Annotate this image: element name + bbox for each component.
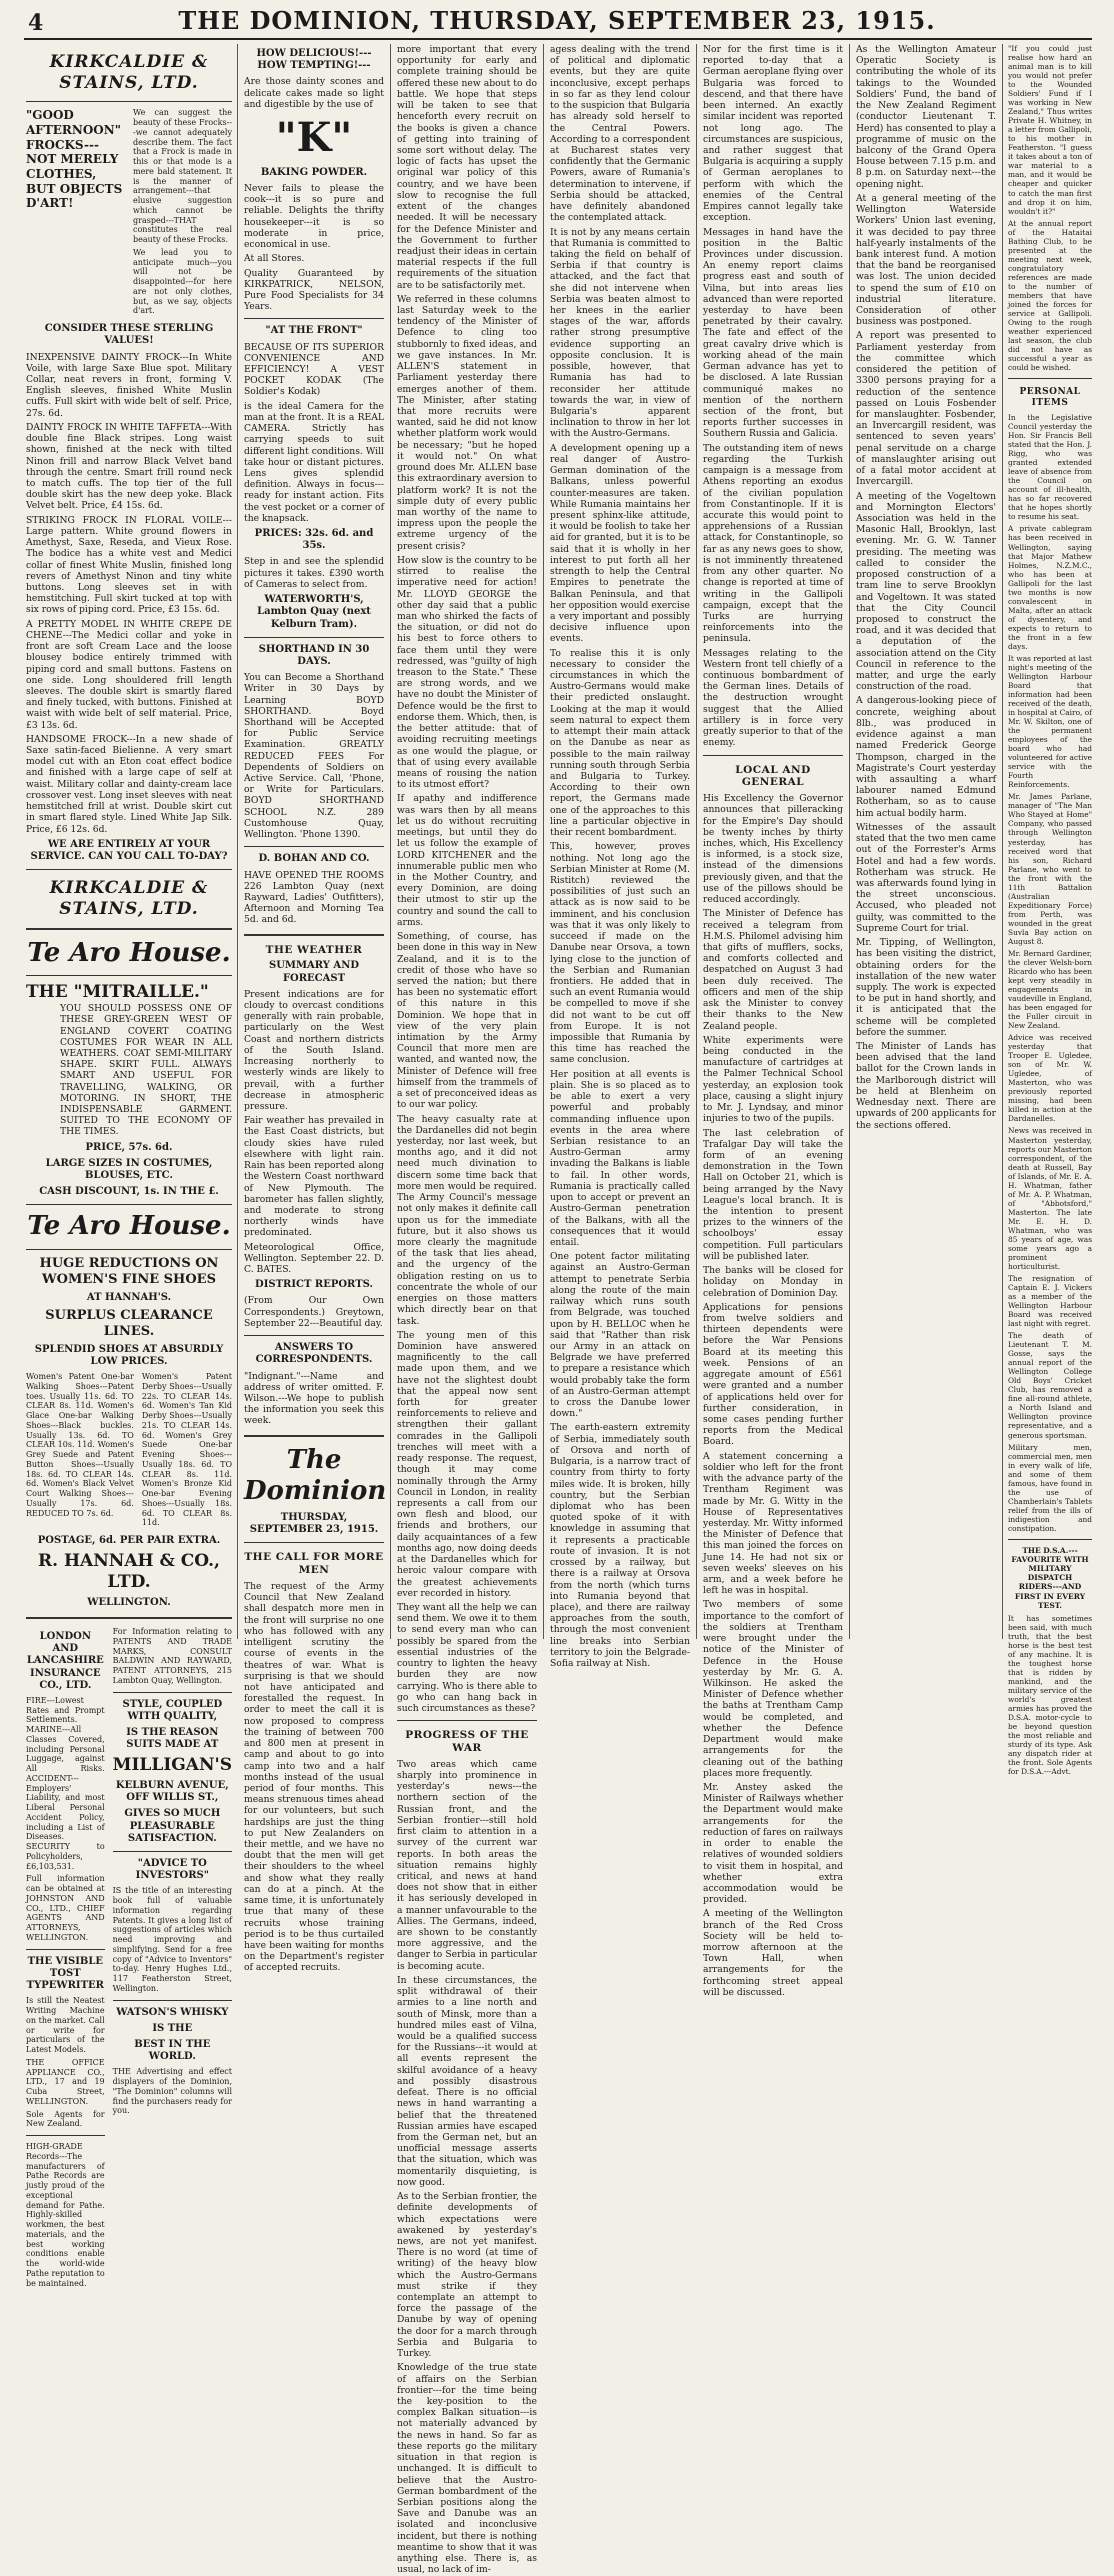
- article-paragraph: News was received in Masterton yesterday, reports our Masterton correspondent, of the death at Russell, Bay of Islands, of Mr. E. A. H. Whatman, father of Mr. A. P. Whatman, of "Abbotsford," Masterton. The late Mr. E. H. D. Whatman, who was 85 years of age, was some years ago a prominent horticulturist.: [1008, 1126, 1092, 1271]
- article-paragraph: A meeting of the Wellington branch of the Red Cross Society will be held to-morrow afternoon at the Town Hall, when arrangements for the forthcoming street appeal will be discussed.: [703, 1908, 843, 1998]
- frock-item: STRIKING FROCK IN FLORAL VOILE---Large pattern. White ground flowers in Amethyst, Saxe, Reseda, and Vieux Rose. The bodice has a white vest and Medici collar of finest White Muslin, finished long revers of Amethyst Ninon and tiny white buttons. Long sleeves set in with hemstitching. Full skirt tucked at top with six rows of piping cord. Price, £3 15s. 6d.: [26, 514, 232, 616]
- postage-line: POSTAGE, 6d. PER PAIR EXTRA.: [37, 1535, 221, 1547]
- article-paragraph: Messages in hand have the position in the Baltic Provinces under discussion. An enemy report claims progress east and south of Vilna, but into areas lies advanced than were reported yesterday to have been penetrated by their cavalry. The fate and effect of the great cavalry drive which is working ahead of the main German advance has yet to be disclosed. A late Russian communiqué makes no mention of the northern section of the front, but reports further successes in Southern Russia and Galicia.: [703, 226, 843, 440]
- article-paragraph: Mr. Tipping, of Wellington, has been visiting the district, obtaining orders for the installation of the new water supply. The work is expected to be put in hand shortly, and it is anticipated that the scheme will be completed before the summer.: [856, 937, 996, 1038]
- splendid-line: SPLENDID SHOES AT ABSURDLY LOW PRICES.: [34, 1343, 224, 1367]
- column-6: [856, 44, 996, 1639]
- bohan-heading: D. BOHAN AND CO.: [258, 853, 370, 865]
- article-paragraph: It has sometimes been said, with much truth, that the best horse is the best test of any machine. It is the toughest horse that is ridden by mankind, and the military service of the world's greatest armies has proved the D.S.A. motor-cycle to be beyond question the most reliable and sturdy of its type. Ask any dispatch rider at the front. Sole Agents for D.S.A.---Advt.: [1008, 1613, 1092, 1777]
- article-paragraph: It is not by any means certain that Rumania is committed to taking the field on behalf of Serbia if that country is attacked, and the fact that she did not intervene when Serbia was beaten almost to her knees in the earlier stages of the war, affords rather strong presumptive evidence supporting an opposite conclusion. It is possible, however, that Rumania has had to reconsider her attitude towards the war, in view of Bulgaria's apparent inclination to throw in her lot with the Austro-Germans.: [550, 226, 690, 440]
- typewriter-text: Is still the Neatest Writing Machine on the market. Call or write for particulars of the Latest Models.: [26, 1996, 105, 2055]
- article-paragraph: At the annual report of the Hataitai Bathing Club, to be presented at the meeting next week, congratulatory references are made to the number of members that have joined the forces for service at Gallipoli. Owing to the rough weather experienced last season, the club did not have as successful a year as could be wished.: [1008, 218, 1092, 373]
- front-heading: "AT THE FRONT": [265, 325, 363, 337]
- frocks-text-2: We lead you to anticipate much---you will not be disappointed---for here are not only clothes, but, as we say, objects d'art.: [133, 247, 232, 316]
- article-paragraph: As the Wellington Amateur Operatic Society is contributing the whole of its takings to the Wounded Soldiers' Fund, the band of the New Zealand Regiment (conductor Lieutenant T. Herd) has consented to play a programme of music on the balcony of the Grand Opera House between 7.15 p.m. and 8 p.m. on Saturday next---the opening night.: [856, 44, 996, 190]
- waterworths: WATERWORTH'S, Lambton Quay (next Kelburn Tram).: [257, 594, 371, 630]
- weather-text: Present indications are for cloudy to overcast conditions generally with rain probable, particularly on the West Coast and northern districts of the South Island. Increasing northerly to westerly winds are likely to prevail, with a further decrease in atmospheric pressure.: [244, 988, 384, 1112]
- article-paragraph: At a general meeting of the Wellington Waterside Workers' Union last evening, it was decided to pay three half-yearly instalments of the bank interest fund. A motion that the band be reorganised was lost. The union decided to spend the sum of £10 on industrial literature. Consideration of other business was postponed.: [856, 192, 996, 328]
- typewriter-agents: Sole Agents for New Zealand.: [26, 2109, 105, 2129]
- ad-brand-kirkcaldie: KIRKCALDIE & STAINS, LTD.: [49, 52, 209, 93]
- milligan-brand: MILLIGAN'S: [112, 1755, 232, 1776]
- page-number: 4: [28, 10, 44, 36]
- shoes-left: Women's Patent One-bar Walking Shoes---Patent toes. Usually 11s. 6d. TO CLEAR 8s. 11d. Women's Glace One-bar Walking Shoes---Black buckles. Usually 13s. 6d. TO CLEAR 10s. 11d. Women's Grey Suede and Patent Button Shoes---Usually 18s. 6d. TO CLEAR 14s. 6d. Women's Black Velvet Court Walking Shoes---Usually 17s. 6d. REDUCED TO 7s. 6d.: [26, 1372, 134, 1518]
- london-text: FIRE---Lowest Rates and Prompt Settlements. MARINE---All Classes Covered, including Personal Luggage, against All Risks. ACCIDENT---Employers' Liability, and most Liberal Personal Accident Policy, including a List of Diseases. SECURITY to Policyholders, £6,103,531.: [26, 1695, 105, 1871]
- k-mark: "K": [275, 114, 353, 162]
- masthead-rule: [24, 38, 1092, 40]
- front-text: is the ideal Camera for the man at the front. It is a REAL CAMERA. Strictly has carrying speeds to suit different light conditions. Will take hour or distant pictures. Lens gives splendid definition. Always in focus---ready for instant action. Fits the vest pocket or a corner of the knapsack.: [244, 400, 384, 524]
- service-line: WE ARE ENTIRELY AT YOUR SERVICE. CAN YOU CALL TO-DAY?: [30, 838, 228, 862]
- article-paragraph: In the Legislative Council yesterday the Hon. Sir Francis Bell stated that the Hon. J. Rigg, who was granted extended leave of absence from the Council on account of ill-health, has so far recovered that he hopes shortly to resume his seat.: [1008, 413, 1092, 522]
- weather-heading: THE WEATHER: [265, 943, 363, 956]
- article-paragraph: How slow is the country to be stirred to realise the imperative need for action! Mr. LLOYD GEORGE the other day said that a public man who shirked the facts of the situation, or did not do his best to force others to face them until they were redressed, was "guilty of high treason to the State." These are strong words, and we have no doubt the Minister of Defence would be the first to endorse them. Which, then, is the better attitude: that of avoiding recruiting meetings as one would the plague, or that of using every available means of rousing the nation to its utmost effort?: [397, 554, 537, 791]
- column-divider: [696, 44, 697, 1639]
- london-contact: Full information can be obtained at JOHNSTON AND CO., LTD., CHIEF AGENTS AND ATTORNEYS, WELLINGTON.: [26, 1874, 105, 1942]
- dsa-heading: THE D.S.A.---FAVOURITE WITH MILITARY DISPATCH RIDERS---AND FIRST IN EVERY TEST.: [1011, 1545, 1089, 1610]
- front-prices: PRICES: 32s. 6d. and 35s.: [254, 528, 374, 552]
- column-3: [397, 44, 537, 2576]
- article-paragraph: A meeting of the Vogeltown and Mornington Electors' Association was held in the Masonic Hall, Brooklyn, last evening. Mr. G. W. Tanner presiding. The meeting was called to consider the proposed construction of a tram line to serve Brooklyn and Vogeltown. It was stated that the City Council proposed to construct the road, and it was decided that a deputation of the association attend on the City Council in reference to the matter, and urge the early construction of the road.: [856, 490, 996, 693]
- cash-discount: CASH DISCOUNT, 1s. IN THE £.: [39, 1186, 219, 1198]
- column-advertisements: [26, 44, 232, 2288]
- investors-heading: "ADVICE TO INVESTORS": [135, 1857, 209, 1882]
- progress-heading: PROGRESS OF THE WAR: [405, 1729, 529, 1754]
- shoes-heading: HUGE REDUCTIONS ON WOMEN'S FINE SHOES: [39, 1256, 219, 1288]
- article-paragraph: Nor for the first time is it reported to-day that a German aeroplane flying over Bulgaria was forced to descend, and that there have been interned. An exactly similar incident was reported not long ago. The circumstances are suspicious, and rather suggest that Bulgaria is acquiring a supply of German aeroplanes to perform with which the enemies of the Central Empires cannot legally take exception.: [703, 44, 843, 224]
- article-paragraph: A statement concerning a soldier who left for the front with the advance party of the Trentham Regiment was made by Mr. G. Witty in the House of Representatives yesterday. Mr. Witty informed the Minister of Defence that this man joined the forces on June 14. He had not six or seven weeks' sleeves on his arm, and a week before he left he was in hospital.: [703, 1450, 843, 1597]
- article-paragraph: The Minister of Lands has been advised that the land ballot for the Crown lands in the Marlborough district will be held at Blenheim on Wednesday next. There are upwards of 200 applicants for the sections offered.: [856, 1041, 996, 1131]
- article-paragraph: One potent factor militating against an Austro-German attempt to penetrate Serbia along the route of the main railway which runs south from Belgrade, was touched upon by H. BELLOC when he said that "Rather than risk our Army in an attack on Belgrade we have preferred to prepare a resistance which would probably take the form of an Austro-German attempt to cross the Danube lower down.": [550, 1251, 690, 1420]
- article-paragraph: Something, of course, has been done in this way in New Zealand, and it is to the credit of those who have so served the nation; but there has been no systematic effort of this nature in this Dominion. We hope that in view of the very plain intimation by the Army Council that more men are wanted, and wanted now, the Minister of Defence will free himself from the trammels of a set of preconceived ideas as to our war policy.: [397, 931, 537, 1111]
- article-paragraph: In these circumstances, the split withdrawal of their armies to a line north and south of Minsk, more than a hundred miles east of Vilna, would be a qualified success for the Russians---it would at all events represent the skilful avoidance of a heavy and possibly disastrous defeat. There is no official news in hand warranting a belief that the threatened Russian armies have escaped from the German net, but an unofficial message asserts that the situation, which was momentarily disquieting, is now good.: [397, 1974, 537, 2188]
- milligan-line-5: GIVES SO MUCH PLEASURABLE SATISFACTION.: [124, 1808, 221, 1844]
- frock-item: A PRETTY MODEL IN WHITE CREPE DE CHENE---The Medici collar and yoke in front are soft Cream Lace and the loose blousey bodice entirely trimmed with piping cord and small buttons. Fastens on one side. Long shouldered frill length sleeves. The double skirt is smartly flared and finely tucked, with buttons. Finished at waist with wide belt of self material. Price, £3 13s. 6d.: [26, 618, 232, 731]
- bohan-text: HAVE OPENED THE ROOMS 226 Lambton Quay (next Rayward, Ladies' Outfitters), Afternoon and Morning Tea 5d. and 6d.: [244, 869, 384, 926]
- small-ad: THE Advertising and effect displayers of the Dominion, "The Dominion" columns will find the purchasers ready for you.: [112, 2067, 232, 2116]
- dominion-date: THURSDAY, SEPTEMBER 23, 1915.: [249, 1512, 379, 1536]
- article-paragraph: We referred in these columns last Saturday week to the tendency of the Minister of Defence to cling too stubbornly to fixed ideas, and we gave instances. In Mr. ALLEN'S statement in Parliament yesterday there emerges another of them. The Minister, after stating that more recruits were wanted, said he did not know whether platform work would be necessary; "but he hoped it would not." On what ground does Mr. ALLEN base this extraordinary aversion to platform work? It is not the simple duty of every public man worthy of the name to impress upon the people the extreme urgency of the present crisis?: [397, 293, 537, 552]
- personal-items-heading: PERSONAL ITEMS: [1019, 387, 1081, 409]
- whisky-line-2: IS THE: [152, 2022, 193, 2034]
- baking-heading: HOW DELICIOUS!--- HOW TEMPTING!---: [256, 48, 372, 72]
- article-paragraph: Two members of some importance to the comfort of the soldiers at Trentham were brought under the notice of the Minister of Defence in the House yesterday by Mr. G. A. Wilkinson. He asked the Minister of Defence whether the baths at Trentham Camp would be completed, and whether the Defence Department would make arrangements for the cleaning out of the bathing places more frequently.: [703, 1599, 843, 1779]
- shorthand-heading: SHORTHAND IN 30 DAYS.: [258, 643, 370, 667]
- article-paragraph: "If you could just realise how hard an animal man is to kill you would not prefer to the Wounded Soldiers' Fund if I was working in New Zealand," Thus writes Private H. Whitney, in a letter from Gallipoli, to his mother in Featherston. "I guess it takes about a ton of war material to a man, and it would be cheaper and quicker to catch the man first and drop it on him, wouldn't it?": [1008, 44, 1092, 216]
- k-guarantee: Quality Guaranteed by KIRKPATRICK, NELSON, Pure Food Specialists for 34 Years.: [244, 267, 384, 313]
- article-paragraph: It was reported at last night's meeting of the Wellington Harbour Board that information had been received of the death, in hospital at Cairo, of Mr. W. Skilton, one of the permanent employees of the board who had volunteered for active service with the Fourth Reinforcements.: [1008, 653, 1092, 790]
- article-paragraph: Her position at all events is plain. She is so placed as to be able to exert a very powerful and probably commanding influence upon events in the area where Serbian resistance to an Austro-German army invading the Balkans is liable to fail. In other words, Rumania is practically called upon to accept or prevent an Austro-German penetration of the Balkans, with all the consequences that it would entail.: [550, 1068, 690, 1248]
- weather-sign: Meteorological Office, Wellington. September 22. D. C. BATES.: [244, 1241, 384, 1276]
- article-paragraph: Mr. Anstey asked the Minister of Railways whether the Department would make arrangements for the reduction of fares on railways in order to enable the relatives of wounded soldiers to visit them in hospital, and whether extra accommodation would be provided.: [703, 1781, 843, 1906]
- article-paragraph: A dangerous-looking piece of concrete, weighing about 8lb., was produced in evidence against a man named Frederick George Thompson, charged in the Magistrate's Court yesterday with assaulting a wharf labourer named Edmund Rotherham, so as to cause him actual bodily harm.: [856, 695, 996, 819]
- weather-sub: SUMMARY AND FORECAST: [268, 960, 360, 984]
- article-paragraph: The Minister of Defence has received a telegram from H.M.S. Philomel advising him that gifts of mufflers, socks, and comforts collected and despatched on August 3 had been duly received. The officers and men of the ship ask the Minister to convey their thanks to the New Zealand people.: [703, 908, 843, 1032]
- article-paragraph: A private cablegram has been received in Wellington, saying that Major Mathew Holmes, N.Z.M.C., who has been at Gallipoli for the last two months is now convalescent in Malta, after an attack of dysentery, and expects to return to the front in a few days.: [1008, 524, 1092, 651]
- page-title: THE DOMINION, THURSDAY, SEPTEMBER 23, 1915.: [178, 6, 936, 35]
- answers-heading: ANSWERS TO CORRESPONDENTS.: [255, 1342, 373, 1366]
- frock-item: INEXPENSIVE DAINTY FROCK---In White Voile, with large Saxe Blue spot. Military Collar, neat revers in front, forming V. English sleeves, finished White Muslin cuffs. Full skirt with wide belt of self. Price, 27s. 6d.: [26, 351, 232, 419]
- values-heading: CONSIDER THESE STERLING VALUES!: [44, 323, 214, 347]
- k-name: BAKING POWDER.: [260, 166, 368, 178]
- milligan-address: KELBURN AVENUE, OFF WILLIS ST.,: [115, 1780, 229, 1804]
- article-paragraph: His Excellency the Governor announces that pilleracking for the Empire's Day should be twenty inches by thirty inches, which, His Excellency is informed, is a stock size, instead of the dimensions previously given, and that the use of the pillows should be reduced accordingly.: [703, 793, 843, 906]
- column-4: [550, 44, 690, 1670]
- article-paragraph: To realise this it is only necessary to consider the circumstances in which the Austro-Germans would make their predicted onslaught. Looking at the map it would seem natural to expect them to attempt their main attack on the Danube as near as possible to the main railway running south through Serbia and Bulgaria to Turkey. According to their own report, the Germans made one of the approaches to this line a particular objective in their recent bombardment.: [550, 647, 690, 839]
- weather-text-2: Fair weather has prevailed in the East Coast districts, but cloudy skies have ruled elsewhere with light rain. Rain has been reported along the Western Coast northward of New Plymouth. The barometer has fallen slightly, and moderate to strong northerly winds have predominated.: [244, 1115, 384, 1239]
- district-text: (From Our Own Correspondents.) Greytown, September 22---Beautiful day.: [244, 1295, 384, 1329]
- frock-item: DAINTY FROCK IN WHITE TAFFETA---With double fine Black stripes. Long waist shown, finished at the neck with tilted Ninon frill and narrow Black Velvet band through the centre. Smart frill round neck to match cuffs. The top tier of the full double skirt has the new deep yoke. Black Velvet belt. Price, £4 15s. 6d.: [26, 421, 232, 512]
- article-paragraph: Knowledge of the true state of affairs on the Serbian frontier---for the time being the key-position to the complex Balkan situation---is not materially advanced by the news in hand. So far as these reports go the military situation in that region is unchanged. It is difficult to believe that the Austro-German bombardment of the Serbian positions along the Save and Danube was an isolated and inconclusive incident, but there is nothing meantime to show that it was anything else. There is, as usual, no lack of im-: [397, 2362, 537, 2576]
- column-7: [1008, 44, 1092, 1777]
- column-divider: [849, 44, 850, 1639]
- leader-text: The request of the Army Council that New Zealand shall despatch more men in the front will surprise no one who has followed with any intelligent scrutiny the course of events in the theatres of war. What is surprising is that we should not have anticipated and forestalled the request. In order to meet the call it is now proposed to compress the training of between 700 and 800 men at present in camp and about to go into camp into two and a half months instead of the usual period of four months. This means strenuous times ahead for our volunteers, but such hardships are just the thing to put New Zealanders on their mettle, and we have no doubt that the men will get their shoulders to the wheel and show what they really can do at a pinch. At the same time, it is unfortunately true that many of these recruits whose training period is to be thus curtailed have been waiting for months on the Department's register of accepted recruits.: [244, 1581, 384, 1974]
- article-paragraph: As to the Serbian frontier, the definite developments of which expectations were awakened by yesterday's news, are not yet manifest. There is no word (at time of writing) of the heavy blow which the Austro-Germans must strike if they contemplate an attempt to force the passage of the Danube by way of opening the door for a march through Serbia and Bulgaria to Turkey.: [397, 2191, 537, 2360]
- pathe-text: HIGH-GRADE Records---The manufacturers of Pathe Records are justly proud of the exceptional demand for Pathe. Highly-skilled workmen, the best materials, and the best working conditions enable the world-wide Pathe reputation to be maintained.: [26, 2142, 105, 2288]
- surplus-heading: SURPLUS CLEARANCE LINES.: [45, 1308, 213, 1339]
- district-heading: DISTRICT REPORTS.: [255, 1279, 373, 1291]
- frocks-headline: "GOOD AFTERNOON" FROCKS---NOT MERELY CLOTHES, BUT OBJECTS D'ART!: [26, 108, 123, 211]
- article-paragraph: They want all the help we can send them. We owe it to them to send every man who can possibly be spared from the essential industries of the country to lighten the heavy burden they are now carrying. Who is there able to go who can hang back in such circumstances as these?: [397, 1601, 537, 1714]
- typewriter-heading: THE VISIBLE TOST TYPEWRITER: [26, 1955, 104, 1992]
- article-paragraph: The death of Lieutenant T. M. Gosse, says the annual report of the Wellington College Old Boys' Cricket Club, has removed a fine all-round athlete, a North Island and Wellington province representative, and a generous sportsman.: [1008, 1331, 1092, 1440]
- masthead: [0, 0, 1114, 40]
- article-paragraph: A report was presented to Parliament yesterday from the committee which considered the petition of 3300 persons praying for a reduction of the sentence passed on Louis Fosbender for manslaughter. Fosbender, an Invercargill resident, was sentenced to seven years' penal servitude on a charge of manslaughter arising out of a fatal motor accident at Invercargill.: [856, 330, 996, 488]
- leader-heading: THE CALL FOR MORE MEN: [244, 1551, 384, 1577]
- hannah-brand: R. HANNAH & CO., LTD.: [38, 1551, 220, 1593]
- article-paragraph: agess dealing with the trend of political and diplomatic events, but they are quite inconclusive, except perhaps in so far as they lend colour to the suspicion that Bulgaria has already sold herself to the Central Powers. According to a correspondent at Bucharest states very confidently that the Germanic Powers, aware of Rumania's determination to intervene, if Serbia should be attacked, have definitely abandoned the contemplated attack.: [550, 44, 690, 224]
- article-paragraph: The outstanding item of news regarding the Turkish campaign is a message from Athens reporting an exodus of the civilian population from Constantinople. If it is accurate this would point to apprehensions of a Russian attack, for Constantinople, so far as any news goes to show, is not imminently threatened from any other quarter. No change is reported at time of writing in the Gallipoli campaign, except that the Turks are hurrying reinforcements into the peninsula.: [703, 442, 843, 645]
- local-heading: LOCAL AND GENERAL: [735, 763, 811, 789]
- mitraille-sizes: LARGE SIZES IN COSTUMES, BLOUSES, ETC.: [45, 1157, 213, 1182]
- article-paragraph: Advice was received yesterday that Trooper E. Ugledee, son of Mr. W. Ugledee, of Masterton, who was previously reported missing, had been killed in action at the Dardanelles.: [1008, 1033, 1092, 1124]
- column-divider: [543, 44, 544, 1639]
- article-paragraph: The last celebration of Trafalgar Day will take the form of an evening demonstration in the Town Hall on October 21, which is being arranged by the Navy League's local branch. It is the intention to present prizes to the winners of the schoolboys' essay competition. Full particulars will be published later.: [703, 1127, 843, 1262]
- front-sub: BECAUSE OF ITS SUPERIOR CONVENIENCE AND EFFICIENCY! A VEST POCKET KODAK (The Soldier's Kodak): [244, 341, 384, 398]
- column-divider: [237, 44, 238, 1639]
- baking-text: Are those dainty scones and delicate cakes made so light and digestible by the use of: [244, 76, 384, 110]
- column-divider: [1002, 44, 1003, 1639]
- article-paragraph: The banks will be closed for holiday on Monday in celebration of Dominion Day.: [703, 1265, 843, 1299]
- article-paragraph: Witnesses of the assault stated that the two men came out of the Forrester's Arms Hotel and had a few words. Rotherham was struck. He was afterwards found lying in the street unconscious. Accused, who pleaded not guilty, was committed to the Supreme Court for trial.: [856, 821, 996, 934]
- article-paragraph: Military men, commercial men, men in every walk of life, and some of them famous, have found in the use of Chamberlain's Tablets relief from the ills of indigestion and constipation.: [1008, 1442, 1092, 1533]
- milligan-line-1: STYLE, COUPLED WITH QUALITY,: [122, 1698, 223, 1722]
- article-paragraph: The earth-eastern extremity of Serbia, immediately south of Orsova and north of Bulgaria, is a narrow tract of country from thirty to forty miles wide. It is broken, hilly country, but the Serbian diplomat who has been quoted spoke of it with knowledge in assuming that it represents a practicable route of invasion. It is not crossed by a railway, but there is a railway at Orsova from the north (which turns into Rumania beyond that place), and there are railway approaches from the south, through the most convenient line breaks into Serbian territory to join the Belgrade-Sofia railway at Nish.: [550, 1422, 690, 1670]
- column-2: [244, 44, 387, 1974]
- shoes-right: Women's Patent Derby Shoes---Usually 22s. TO CLEAR 14s. 6d. Women's Tan Kid Derby Shoes---Usually 21s. TO CLEAR 14s. 6d. Women's Grey Suede One-bar Evening Shoes---Usually 18s. 6d. TO CLEAR 8s. 11d. Women's Bronze Kid One-bar Evening Shoes---Usually 18s. 6d. TO CLEAR 8s. 11d.: [141, 1372, 232, 1528]
- column-divider: [390, 44, 391, 1639]
- article-paragraph: The resignation of Captain E. J. Vickers as a member of the Wellington Harbour Board was received last night with regret.: [1008, 1273, 1092, 1329]
- article-paragraph: Two areas which came sharply into prominence in yesterday's news---the northern section of the Russian front, and the Serbian frontier---still hold first claim to attention in a survey of the current war reports. In both areas the situation remains highly critical, and news at hand does not show that in either it has seriously developed in a manner unfavourable to the Allies. The Germans, indeed, are shown to be constantly more aggressive, and the danger to Serbia in particular is becoming acute.: [397, 1758, 537, 1972]
- whisky-line-3: BEST IN THE WORLD.: [134, 2038, 211, 2063]
- article-paragraph: Mr. James Parlane, manager of "The Man Who Stayed at Home" Company, who passed through Wellington yesterday, has received word that his son, Richard Parlane, who went to the front with the 11th Battalion (Australian Expeditionary Force) from Perth, was wounded in the great Suvla Bay action on August 8.: [1008, 792, 1092, 946]
- article-paragraph: This, however, proves nothing. Not long ago the Serbian Minister at Rome (M. Ristitch) reviewed the possibilities of just such an attack as is now said to be imminent, and his conclusion was that it was only likely to succeed if made on the Danube near Orsova, a town lying close to the junction of the Serbian and Rumanian frontiers. He added that in such an event Rumania would be compelled to move if she did not want to be cut off from Europe. It is not impossible that Rumania by this time has reached the same conclusion.: [550, 841, 690, 1066]
- column-5: [703, 44, 843, 1998]
- article-paragraph: A development opening up a real danger of Austro-German domination of the Balkans, unless powerful counter-measures are taken. While Rumania maintains her present sphinx-like attitude, it would be foolish to take her aid for granted, but it is to be said that it is wholly in her interest to put forth all her strength to help the Central Empires to penetrate the Balkan Peninsula, and that her opposition would exercise a very important and possibly decisive influence upon events.: [550, 442, 690, 645]
- investors-text: IS the title of an interesting book full of valuable information regarding Patents. It gives a long list of suggestions of articles which need improving and simplifying. Send for a free copy of "Advice to Inventors" to-day. Henry Hughes Ltd., 117 Featherston Street, Wellington.: [112, 1886, 232, 1993]
- answers-text: "Indignant."---Name and address of writer omitted. F. Wilson.---We hope to publish the information you seek this week.: [244, 1370, 384, 1427]
- frock-item: HANDSOME FROCK---In a new shade of Saxe satin-faced Bielienne. A very smart model cut with an Eton coat effect bodice and finished with a large cape of self at waist. Military collar and dainty-cream lace crossover vest. Long inset sleeves with neat hemstitched frill at wrist. Double skirt cut in smart flared style. Lined White Jap Silk. Price, £6 12s. 6d.: [26, 733, 232, 835]
- mitraille-text: YOU SHOULD POSSESS ONE OF THESE GREY-GREEN WEST OF ENGLAND COVERT COATING COSTUMES FOR WEAR IN ALL WEATHERS. COAT SEMI-MILITARY SHAPE. SKIRT FULL. ALWAYS SMART AND USEFUL FOR TRAVELLING, WALKING, OR MOTORING. IN SHORT, THE INDISPENSABLE GARMENT. SUITED TO THE ECONOMY OF THE TIMES.: [60, 1003, 232, 1138]
- patents-text: For Information relating to PATENTS AND TRADE MARKS, CONSULT BALDWIN AND RAYWARD, PATENT ATTORNEYS, 215 Lambton Quay, Wellington.: [112, 1627, 232, 1685]
- typewriter-company: THE OFFICE APPLIANCE CO., LTD., 17 and 19 Cuba Street, WELLINGTON.: [26, 2057, 105, 2106]
- mitraille-price: PRICE, 57s. 6d.: [85, 1141, 173, 1153]
- te-aro-house-logo: Te Aro House.: [27, 937, 231, 968]
- frocks-text: We can suggest the beauty of these Frocks---we cannot adequately describe them. The fact that a Frock is made in this or that mode is a mere bald statement. It is the manner of arrangement---that elusive suggestion which cannot be grasped---THAT constitutes the real beauty of these Frocks.: [133, 108, 232, 245]
- k-stores: At all Stores.: [244, 253, 305, 265]
- article-paragraph: The heavy casualty rate at the Dardanelles did not begin yesterday, nor last week, but months ago, and it did not need much divination to discern some time back that more men would be required. The Army Council's message not only makes it definite call upon us for the immediate future, but it also shows us more clearly the magnitude of the task that lies ahead, and the urgency of the obligation resting on us to concentrate the whole of our energies on those matters which directly bear on that task.: [397, 1113, 537, 1327]
- shorthand-text: You can Become a Shorthand Writer in 30 Days by Learning BOYD SHORTHAND. Boyd Shorthand will be Accepted for Public Service Examination. GREATLY REDUCED FEES For Dependents of Soldiers on Active Service. Call, 'Phone, or Write for Particulars. BOYD SHORTHAND SCHOOL N.Z. 289 Customhouse Quay, Wellington. 'Phone 1390.: [244, 672, 384, 841]
- k-text: Never fails to please the cook---it is so pure and reliable. Delights the thrifty housekeeper---it is so moderate in price, economical in use.: [244, 183, 384, 251]
- shoes-at: AT HANNAH'S.: [86, 1291, 172, 1303]
- article-paragraph: White experiments were being conducted in the manufacture of cartridges at the Palmer Technical School yesterday, an explosion took place, causing a slight injury to Mr. J. Lyndsay, and minor injuries to two of the pupils.: [703, 1034, 843, 1125]
- article-paragraph: Applications for pensions from twelve soldiers and thirteen dependents were before the War Pensions Board at its meeting this week. Pensions of an aggregate amount of £561 were granted and a number of applications held over for further consideration, in some cases pending further reports from the Medical Board.: [703, 1301, 843, 1448]
- whisky-line-1: WATSON'S WHISKY: [116, 2006, 229, 2018]
- te-aro-house-logo-2: Te Aro House.: [27, 1211, 231, 1242]
- front-text-2: Step in and see the splendid pictures it takes. £390 worth of Cameras to select from.: [244, 556, 384, 590]
- article-paragraph: more important that every opportunity for early and complete training should be offered these new about to do battle. We hope that steps will be taken to see that henceforth every recruit on the books is given a chance of getting into training of some sort without delay. The logic of facts has upset the original war policy of this country, and we have been slow to recognise the full extent of the changes needed. It will be necessary for the Defence Minister and the Government to further readjust their ideas in certain material respects if the full requirements of the situation are to be satisfactorily met.: [397, 44, 537, 291]
- hannah-city: WELLINGTON.: [87, 1596, 171, 1608]
- article-paragraph: Mr. Bernard Gardiner, the clever Welsh-born Ricardo who has been kept very steadily in engagements in vaudeville in England, has been engaged for the Fuller circuit in New Zealand.: [1008, 948, 1092, 1031]
- milligan-line-2: IS THE REASON SUITS MADE AT: [126, 1726, 219, 1751]
- article-paragraph: The young men of this Dominion have answered magnificently to the call made upon them, and we have not the slightest doubt that the appeal now sent forth for greater reinforcements to relieve and strengthen their gallant comrades in the Gallipoli trenches will meet with a ready response. The request, though it may come nominally through the Army Council in London, in reality represents a call from our own flesh and blood, our friends and brothers, our daily acquaintances of a few months ago, now doing deeds at the Dardanelles which for heroic valour compare with the greatest achievements ever recorded in history.: [397, 1329, 537, 1599]
- dominion-logo: The Dominion: [244, 1444, 387, 1507]
- london-heading: LONDON AND LANCASHIRE INSURANCE CO., LTD.: [26, 1631, 104, 1691]
- article-paragraph: If apathy and indifference was wars then by all means let us do without recruiting meetings, but until they do let us follow the example of LORD KITCHENER and the innumerable public men who in the Mother Country, and every Dominion, are doing their utmost to stir up the country and sound the call to arms.: [397, 793, 537, 928]
- mitraille-heading: THE "MITRAILLE.": [26, 982, 209, 1003]
- ad-brand-kirkcaldie-2: KIRKCALDIE & STAINS, LTD.: [49, 878, 209, 919]
- article-paragraph: Messages relating to the Western front tell chiefly of a continuous bombardment of the German lines. Details of the destruction wrought suggest that the Allied artillery is in force very greatly superior to that of the enemy.: [703, 647, 843, 749]
